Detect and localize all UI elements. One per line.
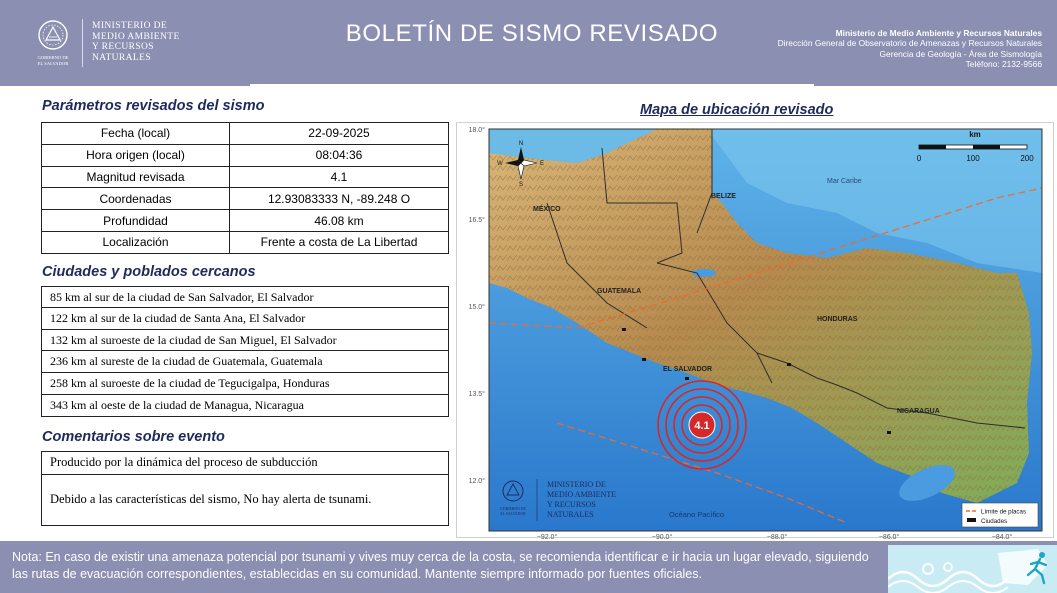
cities-list (41, 286, 449, 417)
param-value: 22-09-2025 (230, 123, 449, 145)
list-item: 258 km al suroeste de la ciudad de Tegucigalpa, Honduras (41, 373, 449, 395)
magnitude-label: 4.1 (694, 420, 710, 432)
org-info (778, 28, 1042, 70)
list-item: 85 km al sur de la ciudad de San Salvador, El Salvador (41, 286, 449, 308)
param-label: Magnitud revisada (42, 166, 230, 188)
org-line-2: Dirección General de Observatorio de Amenazas y Recursos Naturales (777, 38, 1042, 49)
cities-section-title: Ciudades y poblados cercanos (42, 264, 256, 280)
param-value: 12.93083333 N, -89.248 O (230, 188, 449, 210)
seal-caption-2: EL SALVADOR (37, 61, 69, 66)
table-row (42, 188, 449, 210)
label-oceano-pacifico: Océano Pacífico (669, 510, 725, 519)
compass-n: N (518, 141, 524, 147)
scale-tick-100: 100 (966, 154, 980, 163)
compass-w: W (497, 161, 503, 167)
tsunami-wave-icon (888, 545, 1057, 593)
param-value: 08:04:36 (230, 144, 449, 166)
map-legend (962, 503, 1038, 527)
label-mexico: MÉXICO (533, 206, 561, 213)
table-row (42, 166, 449, 188)
map-canvas (457, 123, 1055, 539)
tsunami-note: Nota: En caso de existir una amenaza potencial por tsunami y vives muy cerca de la costa, se recomienda identificar e ir hacia un lugar elevado, siguiendo las rutas de evacuación correspondientes, establecidas en su comunidad. Mantente siempre informado por fuentes oficiales. (12, 550, 869, 581)
watermark-line-4: NATURALES (547, 510, 594, 519)
table-row (42, 144, 449, 166)
lon-tick-88: −88.0° (766, 534, 788, 539)
comment-line-1: Producido por la dinámica del proceso de subducción (42, 452, 448, 475)
legend-plates: Límite de placas (981, 508, 1027, 516)
lat-tick-12: 12.0° (468, 478, 485, 485)
page-title: BOLETÍN DE SISMO REVISADO (345, 20, 719, 47)
lon-tick-84: −84.0° (991, 534, 1013, 539)
ministry-line-4: NATURALES (92, 52, 152, 63)
param-label: Fecha (local) (42, 123, 230, 145)
ministry-logo (34, 15, 184, 71)
scale-tick-200: 200 (1020, 154, 1034, 163)
watermark-line-3: Y RECURSOS (547, 500, 596, 509)
org-line-1: Ministerio de Medio Ambiente y Recursos Naturales (835, 28, 1042, 38)
location-map (456, 122, 1054, 538)
org-line-4: Teléfono: 2132-9566 (965, 59, 1042, 70)
lat-tick-18: 18.0° (468, 127, 485, 134)
lon-tick-90: −90.0° (651, 534, 673, 539)
title-underline (250, 84, 814, 86)
footer-bar (0, 541, 1057, 593)
watermark-line-2: MEDIO AMBIENTE (547, 490, 617, 499)
compass-e: E (539, 161, 545, 167)
lon-ticks (537, 533, 1013, 539)
lat-ticks (469, 126, 486, 485)
lat-tick-15: 15.0° (468, 304, 485, 311)
watermark-seal-1: GOBIERNO DE (500, 507, 526, 511)
ministry-line-2: MEDIO AMBIENTE (92, 31, 180, 42)
list-item: 122 km al sur de la ciudad de Santa Ana, El Salvador (41, 308, 449, 330)
param-value: 46.08 km (230, 210, 449, 232)
label-belize: BELIZE (711, 193, 736, 200)
lat-tick-16-5: 16.5° (468, 217, 485, 224)
watermark-seal-2: EL SALVADOR (500, 512, 526, 516)
ministry-name (92, 21, 180, 63)
org-line-3: Gerencia de Geología - Área de Sismología (879, 48, 1042, 59)
tsunami-evacuation-badge (888, 545, 1057, 593)
seal-caption-1: GOBIERNO DE (37, 55, 69, 60)
legend-cities: Ciudades (981, 518, 1008, 525)
logo-divider (82, 19, 83, 67)
lat-tick-13-5: 13.5° (468, 391, 485, 398)
param-label: Profundidad (42, 210, 230, 232)
list-item: 132 km al suroeste de la ciudad de San Miguel, El Salvador (41, 330, 449, 352)
param-label: Hora origen (local) (42, 144, 230, 166)
el-salvador-seal-icon (34, 15, 72, 71)
params-section-title: Parámetros revisados del sismo (42, 98, 265, 114)
table-row (42, 123, 449, 145)
param-value: Frente a costa de La Libertad (230, 231, 449, 253)
ministry-line-1: MINISTERIO DE (92, 21, 168, 31)
label-nicaragua: NICARAGUA (897, 408, 940, 415)
header-bar (0, 0, 1057, 86)
label-mar-caribe: Mar Caribe (827, 178, 862, 185)
map-title: Mapa de ubicación revisado (640, 102, 834, 118)
list-item: 343 km al oeste de la ciudad de Managua, Nicaragua (41, 395, 449, 417)
lon-tick-92: −92.0° (536, 534, 558, 539)
label-el-salvador: EL SALVADOR (663, 366, 713, 373)
comments-box (41, 451, 449, 526)
params-table (41, 122, 449, 254)
ministry-line-3: Y RECURSOS (92, 42, 154, 52)
label-guatemala: GUATEMALA (597, 288, 642, 295)
watermark-line-1: MINISTERIO DE (547, 480, 606, 489)
scale-tick-0: 0 (916, 154, 922, 163)
list-item: 236 km al sureste de la ciudad de Guatemala, Guatemala (41, 351, 449, 373)
scale-unit: km (969, 130, 981, 139)
lon-tick-86: −86.0° (878, 534, 900, 539)
table-row (42, 231, 449, 253)
param-label: Coordenadas (42, 188, 230, 210)
label-honduras: HONDURAS (817, 316, 858, 323)
compass-s: S (518, 182, 524, 188)
param-value: 4.1 (230, 166, 449, 188)
table-row (42, 210, 449, 232)
param-label: Localización (42, 231, 230, 253)
comments-section-title: Comentarios sobre evento (42, 429, 225, 445)
comment-line-2: Debido a las características del sismo, No hay alerta de tsunami. (50, 492, 372, 506)
